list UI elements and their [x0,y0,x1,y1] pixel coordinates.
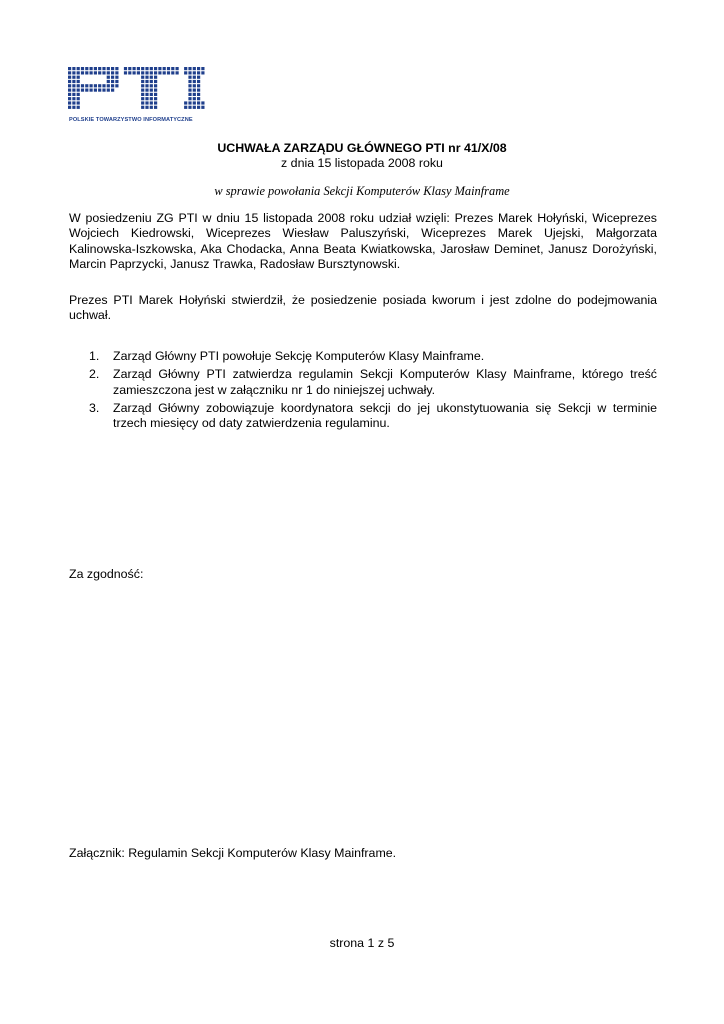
list-item [89,401,657,432]
list-item [89,349,657,364]
page-number: strona 1 z 5 [329,936,395,950]
logo-caption: POLSKIE TOWARZYSTWO INFORMATYCZNE [69,117,193,123]
list-item [89,367,657,398]
list-item-number: 3. [89,400,100,415]
list-item-number: 1. [89,349,100,363]
list-item-number: 2. [89,367,100,382]
list-item-text: Zarząd Główny zobowiązuje koordynatora sekcji do jej ukonstytuowania się Sekcji w terminie trzech miesięcy od daty zatwierdzenia regulaminu. [113,400,657,431]
resolution-date: z dnia 15 listopada 2008 roku [281,156,443,170]
quorum-paragraph: Prezes PTI Marek Hołyński stwierdził, że posiedzenie posiada kworum i jest zdolne do podejmowania uchwał. [69,293,657,323]
conformity-label: Za zgodność: [69,567,144,581]
attendance-paragraph: W posiedzeniu ZG PTI w dniu 15 listopada 2008 roku udział wzięli: Prezes Marek Hołyński, Wiceprezes Wojciech Kiedrowski, Wiceprezes Wiesław Paluszyński, Wiceprezes Marek Ujejski, Małgorzata Kalinowska-Iszkowska, Aka Chodacka, Anna Beata Kwiatkowska, Jarosław Deminet, Janusz Dorożyński, Marcin Paprzycki, Janusz Trawka, Radosław Bursztynowski. [69,211,657,271]
attachment-note: Załącznik: Regulamin Sekcji Komputerów Klasy Mainframe. [69,846,397,860]
resolution-subject: w sprawie powołania Sekcji Komputerów Klasy Mainframe [214,184,510,198]
resolution-title: UCHWAŁA ZARZĄDU GŁÓWNEGO PTI nr 41/X/08 [217,141,507,155]
list-item-text: Zarząd Główny PTI zatwierdza regulamin Sekcji Komputerów Klasy Mainframe, którego treść zamieszczona jest w załączniku nr 1 do niniejszej uchwały. [113,367,657,397]
list-item-text: Zarząd Główny PTI powołuje Sekcję Komputerów Klasy Mainframe. [113,349,485,363]
resolution-list [89,349,657,434]
